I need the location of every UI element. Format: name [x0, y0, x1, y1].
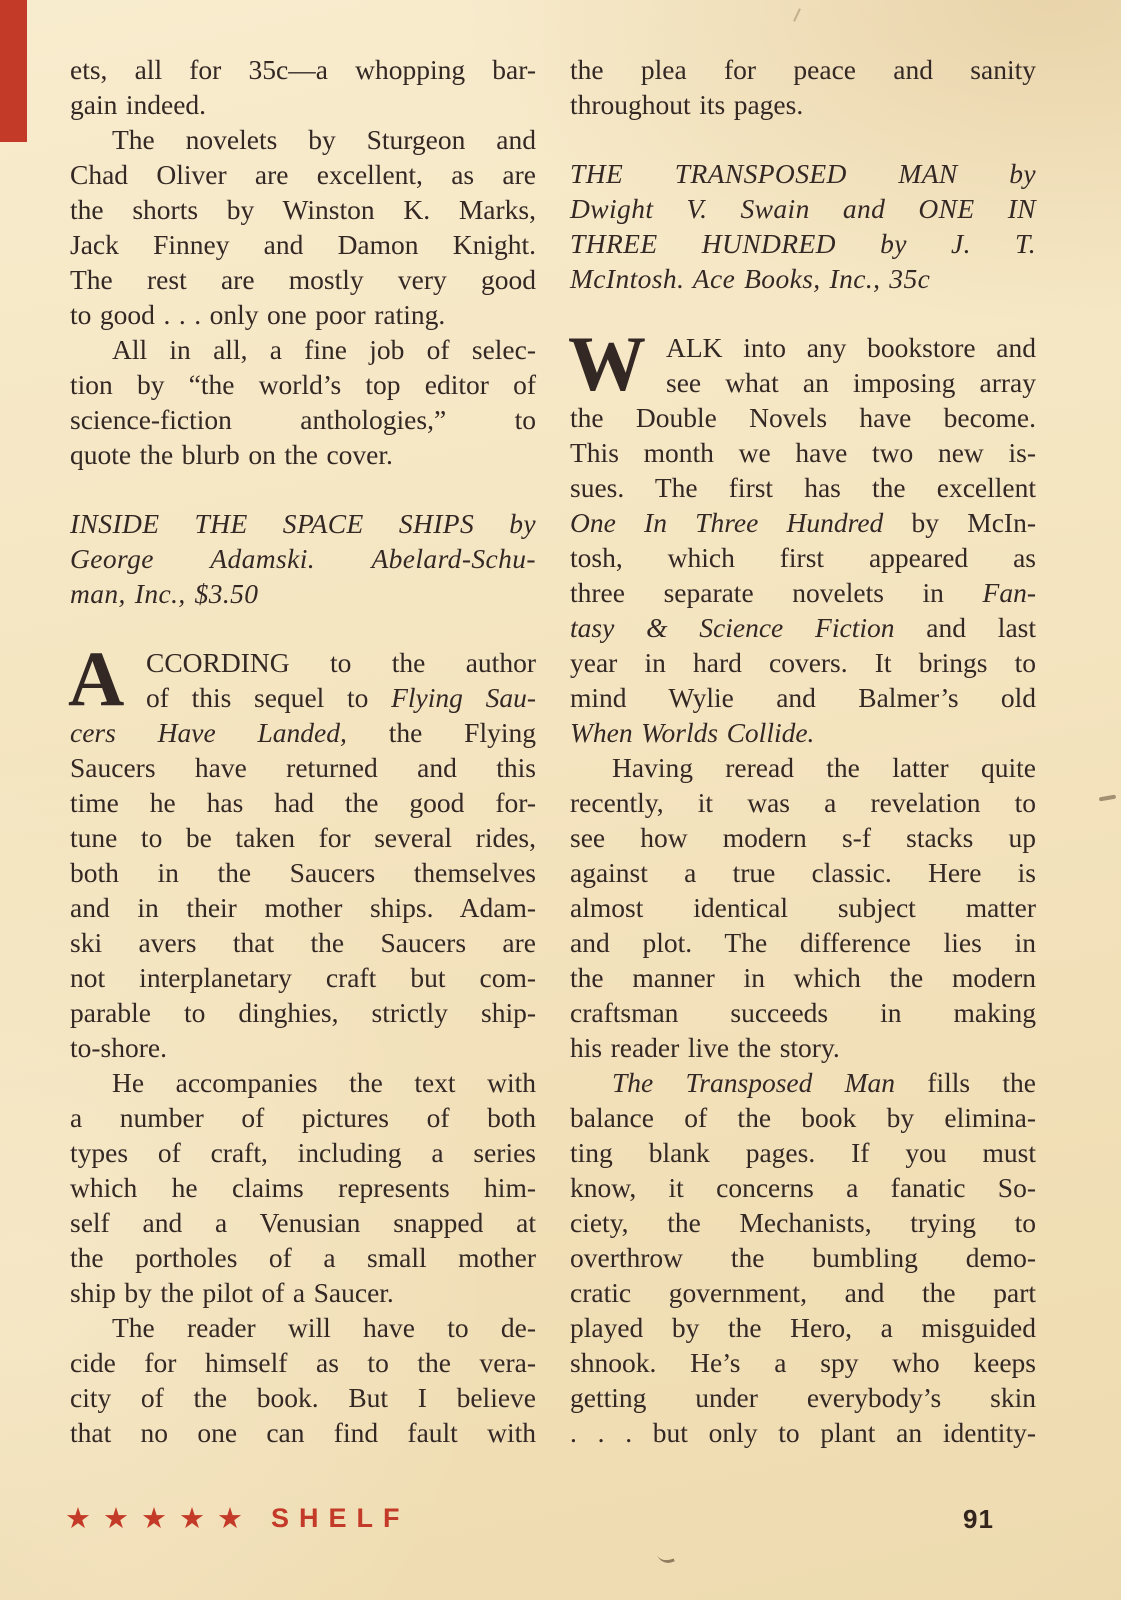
text-line [570, 645, 1036, 680]
text-line [70, 995, 536, 1030]
text-line [70, 680, 536, 715]
scan-artifact-slash [793, 8, 801, 22]
text-run: cratic government, and the part [570, 1277, 1036, 1308]
text-run: year in hard covers. It brings to [570, 647, 1036, 678]
text-run: the portholes of a small mother [70, 1242, 536, 1273]
drop-cap-a: A [68, 635, 123, 722]
text-run: parable to dinghies, strictly ship- [70, 997, 536, 1028]
paragraph-bargain [70, 52, 536, 122]
text-run: science-fiction anthologies,” to [70, 404, 536, 435]
text-run: ciety, the Mechanists, trying to [570, 1207, 1036, 1238]
text-run: THE TRANSPOSED MAN by [570, 158, 1036, 189]
text-line [70, 1415, 536, 1450]
text-run: the plea for peace and sanity [570, 54, 1036, 85]
text-run: to-shore. [70, 1032, 167, 1063]
text-run: overthrow the bumbling demo- [570, 1242, 1036, 1273]
drop-cap-w: W [568, 320, 644, 407]
text-line [570, 785, 1036, 820]
text-line [70, 297, 536, 332]
text-line [570, 1310, 1036, 1345]
text-run: types of craft, including a series [70, 1137, 536, 1168]
text-run: All in all, a fine job of selec- [112, 334, 536, 365]
text-run: cide for himself as to the vera- [70, 1347, 536, 1378]
text-line [70, 1275, 536, 1310]
text-line [570, 1380, 1036, 1415]
text-line [570, 1030, 1036, 1065]
paragraph-reader-decide [70, 1310, 536, 1450]
paragraph-plea [570, 52, 1036, 122]
italic-text: Fan- [982, 577, 1036, 608]
text-run: throughout its pages. [570, 89, 804, 120]
text-run: see how modern s-f stacks up [570, 822, 1036, 853]
paragraph-transposed-fills [570, 1065, 1036, 1450]
text-run: recently, it was a revelation to [570, 787, 1036, 818]
text-run: sues. The first has the excellent [570, 472, 1036, 503]
text-run: craftsman succeeds in making [570, 997, 1036, 1028]
text-line [570, 505, 1036, 540]
text-line [70, 1240, 536, 1275]
text-run: . . . but only to plant an identity- [570, 1417, 1036, 1448]
text-line [570, 1065, 1036, 1100]
text-line [70, 227, 536, 262]
text-run: Chad Oliver are excellent, as are [70, 159, 536, 190]
text-line [570, 680, 1036, 715]
text-run: of this sequel to [146, 682, 392, 713]
text-run: tosh, which first appeared as [570, 542, 1036, 573]
text-run: INSIDE THE SPACE SHIPS by [70, 508, 536, 539]
paragraph-all-in-all [70, 332, 536, 472]
text-line [570, 470, 1036, 505]
text-run: THREE HUNDRED by J. T. [570, 228, 1036, 259]
text-line [70, 820, 536, 855]
text-line [570, 52, 1036, 87]
text-run: and in their mother ships. Adam- [70, 892, 536, 923]
text-run: CCORDING to the author [146, 647, 536, 678]
text-run: tune to be taken for several rides, [70, 822, 536, 853]
text-run: three separate novelets in [570, 577, 983, 608]
text-line [570, 435, 1036, 470]
text-line [70, 1380, 536, 1415]
italic-text: Flying Sau- [391, 682, 537, 713]
text-run: ski avers that the Saucers are [70, 927, 536, 958]
text-line [70, 890, 536, 925]
text-line [570, 575, 1036, 610]
text-run: which he claims represents him- [70, 1172, 536, 1203]
text-line [570, 1135, 1036, 1170]
text-run: a number of pictures of both [70, 1102, 536, 1133]
text-run: getting under everybody’s skin [570, 1382, 1036, 1413]
paragraph-according [68, 635, 537, 1065]
text-line [570, 750, 1036, 785]
text-line [570, 715, 1036, 750]
text-line [570, 1100, 1036, 1135]
text-run: both in the Saucers themselves [70, 857, 536, 888]
text-line [570, 1415, 1036, 1450]
text-line [70, 1205, 536, 1240]
text-run: George Adamski. Abelard-Schu- [70, 543, 536, 574]
text-line [70, 1065, 536, 1100]
text-run: and plot. The difference lies in [570, 927, 1036, 958]
text-run: ALK into any bookstore and [666, 332, 1036, 363]
text-run: almost identical subject matter [570, 892, 1036, 923]
text-line [570, 87, 1036, 122]
text-line [570, 1345, 1036, 1380]
scan-artifact-dash [1099, 795, 1116, 802]
text-line [70, 1345, 536, 1380]
text-run: man, Inc., $3.50 [70, 578, 259, 609]
text-run: The rest are mostly very good [70, 264, 536, 295]
text-line [70, 157, 536, 192]
text-run: The reader will have to de- [112, 1312, 536, 1343]
text-line [570, 1205, 1036, 1240]
text-line [70, 402, 536, 437]
italic-text: One In Three Hundred [570, 507, 884, 538]
text-line [70, 1100, 536, 1135]
text-run: balance of the book by elimina- [570, 1102, 1036, 1133]
text-run: see what an imposing array [666, 367, 1036, 398]
text-run: know, it concerns a fanatic So- [570, 1172, 1036, 1203]
text-line [570, 925, 1036, 960]
text-run: the manner in which the modern [570, 962, 1036, 993]
text-line [70, 925, 536, 960]
text-run: ting blank pages. If you must [570, 1137, 1036, 1168]
text-line [70, 541, 536, 576]
text-run: not interplanetary craft but com- [70, 962, 536, 993]
paragraph-walk [568, 320, 1037, 750]
text-run: ship by the pilot of a Saucer. [70, 1277, 394, 1308]
text-line [70, 715, 536, 750]
text-line [570, 226, 1036, 261]
text-run: the Double Novels have become. [570, 402, 1036, 433]
text-run: Jack Finney and Damon Knight. [70, 229, 536, 260]
book-heading-inside-the-space-ships [70, 506, 536, 611]
text-run: McIntosh. Ace Books, Inc., 35c [570, 263, 931, 294]
text-line [70, 960, 536, 995]
text-run: gain indeed. [70, 89, 207, 120]
text-line [570, 261, 1036, 296]
book-heading-transposed-man [570, 156, 1036, 296]
text-run: quote the blurb on the cover. [70, 439, 393, 470]
text-run: his reader live the story. [570, 1032, 840, 1063]
text-line [70, 785, 536, 820]
text-line [570, 995, 1036, 1030]
right-column [570, 52, 1036, 1450]
text-line [570, 1275, 1036, 1310]
text-run: fills the [895, 1067, 1036, 1098]
text-run: Having reread the latter quite [612, 752, 1036, 783]
text-run: that no one can find fault with [70, 1417, 536, 1448]
footer-shelf-title: SHELF [271, 1502, 410, 1533]
text-run: shnook. He’s a spy who keeps [570, 1347, 1036, 1378]
left-column [70, 52, 536, 1450]
italic-text: cers Have Landed, [70, 717, 347, 748]
text-line [570, 960, 1036, 995]
text-line [70, 122, 536, 157]
text-run: played by the Hero, a misguided [570, 1312, 1036, 1343]
text-line [70, 576, 536, 611]
text-run: ets, all for 35c—a whopping bar- [70, 54, 536, 85]
text-run: He accompanies the text with [112, 1067, 536, 1098]
text-line [570, 820, 1036, 855]
text-line [70, 1135, 536, 1170]
text-line [70, 262, 536, 297]
text-run: self and a Venusian snapped at [70, 1207, 536, 1238]
text-line [570, 1240, 1036, 1275]
text-run: by McIn- [883, 507, 1036, 538]
italic-text: When Worlds Collide. [570, 717, 815, 748]
page-footer [65, 1501, 1057, 1541]
text-line [70, 855, 536, 890]
text-run: the Flying [346, 717, 536, 748]
page-edge-red-tab [0, 0, 27, 142]
text-line [570, 610, 1036, 645]
text-line [570, 191, 1036, 226]
scan-artifact-squiggle [656, 1548, 675, 1566]
text-line [70, 437, 536, 472]
text-line [70, 332, 536, 367]
text-run: This month we have two new is- [570, 437, 1036, 468]
text-line [70, 750, 536, 785]
text-line [570, 890, 1036, 925]
text-run: tion by “the world’s top editor of [70, 369, 536, 400]
text-run: mind Wylie and Balmer’s old [570, 682, 1036, 713]
italic-text: tasy & Science Fiction [570, 612, 895, 643]
text-line [70, 645, 536, 680]
text-line [70, 192, 536, 227]
text-line [570, 855, 1036, 890]
text-run: and last [894, 612, 1037, 643]
paragraph-pictures [70, 1065, 536, 1310]
page-number: 91 [963, 1504, 994, 1534]
text-run: against a true classic. Here is [570, 857, 1036, 888]
text-run: the shorts by Winston K. Marks, [70, 194, 536, 225]
text-line [570, 1170, 1036, 1205]
text-line [70, 52, 536, 87]
text-run: Dwight V. Swain and ONE IN [570, 193, 1036, 224]
paragraph-having-reread [570, 750, 1036, 1065]
text-line [70, 1030, 536, 1065]
text-line [70, 87, 536, 122]
text-run: time he has had the good for- [70, 787, 536, 818]
text-run: city of the book. But I believe [70, 1382, 536, 1413]
rating-stars-icon: ★★★★★ [65, 1501, 255, 1535]
text-run: to good . . . only one poor rating. [70, 299, 446, 330]
text-run: The novelets by Sturgeon and [112, 124, 536, 155]
text-line [70, 1310, 536, 1345]
text-line [70, 1170, 536, 1205]
text-line [70, 506, 536, 541]
text-line [570, 156, 1036, 191]
italic-text: The Transposed Man [612, 1067, 896, 1098]
text-run: Saucers have returned and this [70, 752, 536, 783]
text-line [70, 367, 536, 402]
paragraph-novelets [70, 122, 536, 332]
text-line [570, 540, 1036, 575]
